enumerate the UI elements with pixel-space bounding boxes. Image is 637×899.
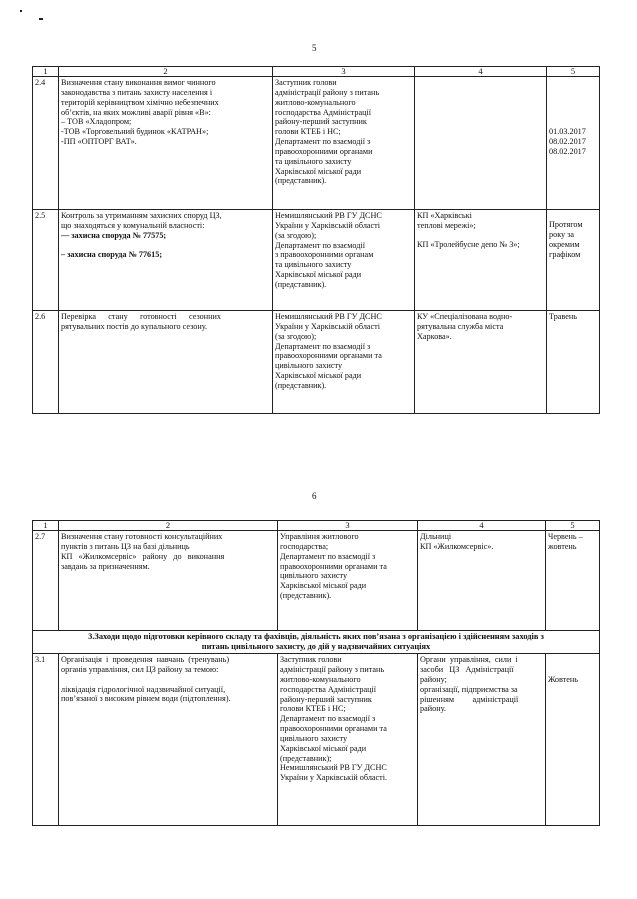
- responsible-cell: [273, 77, 415, 210]
- responsible-line: Немишлянський РВ ГУ ДСНС: [275, 312, 382, 321]
- column-number-1: 1: [33, 521, 59, 531]
- measure-line: Контроль за утриманням захисних споруд ЦЗ,: [61, 211, 222, 220]
- executor-line: теплові мережі»;: [417, 220, 476, 230]
- measure-line: [61, 241, 270, 251]
- responsible-line: (за згодою);: [275, 230, 317, 240]
- measure-cell: [59, 77, 273, 210]
- measure-line: – ТОВ «Хладопром;: [61, 117, 132, 127]
- executor-line: [417, 231, 544, 241]
- measure-line: [61, 675, 275, 685]
- responsible-line: господарства;: [280, 541, 329, 551]
- executor-line: рятувальна служба міста: [417, 321, 504, 331]
- term-cell: [547, 77, 600, 210]
- measure-line: -ПП «ОПТОРГ ВАТ».: [61, 137, 137, 147]
- plan-table-page-5: [32, 66, 600, 414]
- measure-line: територій керівництвом хімічно небезпечних: [61, 97, 219, 107]
- responsible-line: Харківської міської ради: [275, 270, 362, 280]
- section-heading-row: [33, 631, 600, 654]
- responsible-line: голови КТЕБ і НС;: [275, 127, 341, 137]
- measure-line: органів управління, сил ЦЗ району за темою:: [61, 665, 219, 674]
- column-number-5: 5: [547, 67, 600, 77]
- executor-line: КП «Жилкомсервіс».: [420, 541, 494, 551]
- responsible-line: району-перший заступник: [275, 117, 367, 127]
- measure-line: Організація і проведення навчань (тренувань): [61, 655, 230, 665]
- measure-line: законодавства з питань захисту населення і: [61, 87, 213, 97]
- measure-line: об’єктів, на яких можливі аварії рівня «В»:: [61, 107, 211, 117]
- page-number: 6: [312, 491, 317, 501]
- plan-table-page-6: [32, 520, 600, 826]
- responsible-cell: [278, 654, 418, 826]
- executor-line: КП «Харківські: [417, 211, 472, 220]
- column-number-4: 4: [415, 67, 547, 77]
- executor-line: Харкова».: [417, 331, 452, 341]
- executors-cell: [415, 210, 547, 311]
- scan-speck: [39, 18, 43, 20]
- measure-line: — захисна споруда № 77575;: [61, 230, 167, 240]
- section-heading-line: 3.Заходи щодо підготовки керівного складу та фахівців, діяльність яких пов’язана з організацією і здійсненням заходів з: [88, 632, 544, 641]
- responsible-line: Департамент по взаємодії з: [275, 341, 371, 351]
- column-number-2: 2: [59, 521, 278, 531]
- responsible-line: (представник).: [275, 176, 327, 186]
- column-number-3: 3: [278, 521, 418, 531]
- responsible-line: господарства Адміністрації: [280, 684, 377, 694]
- term-line: року за: [549, 229, 575, 239]
- responsible-line: правоохоронними органами та: [280, 724, 387, 734]
- column-number-2: 2: [59, 67, 273, 77]
- measure-line: пунктів з питань ЦЗ на базі дільниць: [61, 541, 190, 551]
- term-cell: [547, 311, 600, 414]
- responsible-line: Немишлянський РВ ГУ ДСНС: [275, 211, 382, 220]
- table-row: [33, 311, 600, 414]
- responsible-line: та цивільного захисту: [275, 156, 352, 166]
- section-heading-line: питань цивільного захисту, до дій у надзвичайних ситуаціях: [201, 642, 431, 652]
- term-line: [549, 88, 597, 98]
- responsible-line: голови КТЕБ і НС;: [280, 704, 346, 714]
- responsible-line: Департамент по взаємодії: [275, 240, 365, 250]
- column-number-1: 1: [33, 67, 59, 77]
- executors-cell: [418, 531, 546, 631]
- measure-cell: [59, 531, 278, 631]
- responsible-line: району-перший заступник: [280, 694, 372, 704]
- responsible-cell: [273, 210, 415, 311]
- measure-line: Визначення стану готовності консультаційних: [61, 532, 223, 541]
- executors-cell: [415, 77, 547, 210]
- responsible-line: Заступник голови: [280, 655, 342, 665]
- responsible-line: адміністрації району з питань: [280, 665, 385, 674]
- executor-line: Органи управління, сили і: [420, 655, 518, 665]
- term-line: Жовтень: [548, 674, 579, 684]
- executor-line: засоби ЦЗ Адміністрації: [420, 665, 514, 674]
- item-number: 3.1: [33, 654, 59, 826]
- responsible-line: Харківської міської ради: [280, 743, 367, 753]
- responsible-line: цивільного захисту: [280, 571, 348, 581]
- measure-line: КП «Жилкомсервіс» району до виконання: [61, 551, 225, 561]
- table-row: [33, 654, 600, 826]
- executor-line: організації, підприємства за: [420, 684, 518, 694]
- responsible-line: Харківської міської ради: [280, 581, 367, 591]
- term-line: [549, 78, 597, 88]
- term-line: 08.02.2017: [549, 136, 586, 146]
- responsible-line: житлово-комунального: [275, 97, 356, 107]
- term-line: Травень: [549, 312, 577, 321]
- executor-line: КП «Тролейбусне депо № 3»;: [417, 240, 520, 250]
- table-header-row: [33, 521, 600, 531]
- responsible-line: господарства Адміністрації: [275, 107, 372, 117]
- responsible-line: (представник);: [280, 753, 332, 763]
- item-number: 2.5: [33, 210, 59, 311]
- responsible-line: правоохоронними органами та: [275, 351, 382, 361]
- responsible-cell: [273, 311, 415, 414]
- responsible-line: цивільного захисту: [275, 361, 343, 371]
- responsible-line: Департамент по взаємодії з: [280, 551, 376, 561]
- term-cell: [547, 210, 600, 311]
- measure-line: – захисна споруда № 77615;: [61, 250, 163, 260]
- responsible-line: Немишлянський РВ ГУ ДСНС: [280, 763, 387, 773]
- responsible-line: України у Харківській області: [275, 220, 381, 230]
- measure-line: Визначення стану виконання вимог чинного: [61, 78, 216, 87]
- measure-line: ліквідація гідрологічної надзвичайної ситуації,: [61, 684, 226, 694]
- responsible-cell: [278, 531, 418, 631]
- item-number: 2.4: [33, 77, 59, 210]
- term-line: [548, 665, 597, 675]
- responsible-line: цивільного захисту: [280, 733, 348, 743]
- responsible-line: (представник).: [275, 279, 327, 289]
- measure-line: Перевірка стану готовності сезонних: [61, 312, 221, 321]
- term-cell: [546, 531, 600, 631]
- measure-line: завдань за призначенням.: [61, 561, 150, 571]
- item-number: 2.7: [33, 531, 59, 631]
- measure-line: пов’язаної з високим рівнем води (підтоплення).: [61, 694, 231, 704]
- term-line: [549, 107, 597, 117]
- term-line: окремим: [549, 239, 580, 249]
- executors-cell: [415, 311, 547, 414]
- executor-line: рішенням адміністрації: [420, 694, 519, 704]
- measure-cell: [59, 311, 273, 414]
- table-row: [33, 77, 600, 210]
- term-line: [549, 117, 597, 127]
- responsible-line: Заступник голови: [275, 78, 337, 87]
- term-line: жовтень: [548, 541, 577, 551]
- responsible-line: правоохоронними органами та: [280, 561, 387, 571]
- measure-line: що знаходяться у комунальній власності:: [61, 220, 205, 230]
- term-cell: [546, 654, 600, 826]
- measure-line: рятувальних постів до купального сезону.: [61, 321, 208, 331]
- responsible-line: Департамент по взаємодії з: [280, 714, 376, 724]
- table-row: [33, 210, 600, 311]
- table-header-row: [33, 67, 600, 77]
- responsible-line: (за згодою);: [275, 331, 317, 341]
- item-number: 2.6: [33, 311, 59, 414]
- page-number: 5: [312, 43, 317, 53]
- executors-cell: [418, 654, 546, 826]
- measure-line: -ТОВ «Торговельний будинок «КАТРАН»;: [61, 127, 209, 137]
- term-line: графіком: [549, 249, 581, 259]
- responsible-line: адміністрації району з питань: [275, 87, 380, 97]
- term-line: [548, 655, 597, 665]
- executor-line: Дільниці: [420, 532, 452, 541]
- responsible-line: Департамент по взаємодії з: [275, 137, 371, 147]
- table-row: [33, 531, 600, 631]
- responsible-line: України у Харківській області.: [280, 773, 388, 783]
- column-number-5: 5: [546, 521, 600, 531]
- responsible-line: (представник).: [280, 591, 332, 601]
- executor-line: району;: [420, 674, 447, 684]
- term-line: Протягом: [549, 220, 583, 229]
- responsible-line: Управління житлового: [280, 532, 359, 541]
- scan-speck: [20, 10, 22, 12]
- measure-cell: [59, 654, 278, 826]
- term-line: [549, 98, 597, 108]
- term-line: 01.03.2017: [549, 126, 586, 136]
- responsible-line: Харківської міської ради: [275, 371, 362, 381]
- measure-cell: [59, 210, 273, 311]
- responsible-line: (представник).: [275, 380, 327, 390]
- responsible-line: з правоохоронними органам: [275, 250, 374, 260]
- responsible-line: правоохоронними органами: [275, 146, 373, 156]
- responsible-line: Харківської міської ради: [275, 166, 362, 176]
- responsible-line: України у Харківській області: [275, 321, 381, 331]
- responsible-line: та цивільного захисту: [275, 260, 352, 270]
- term-line: 08.02.2017: [549, 146, 586, 156]
- executor-line: КУ «Спеціалізована водно-: [417, 312, 513, 321]
- column-number-4: 4: [418, 521, 546, 531]
- column-number-3: 3: [273, 67, 415, 77]
- section-heading: [33, 631, 600, 654]
- responsible-line: житлово-комунального: [280, 674, 361, 684]
- term-line: Червень –: [548, 532, 583, 541]
- executor-line: району.: [420, 704, 446, 714]
